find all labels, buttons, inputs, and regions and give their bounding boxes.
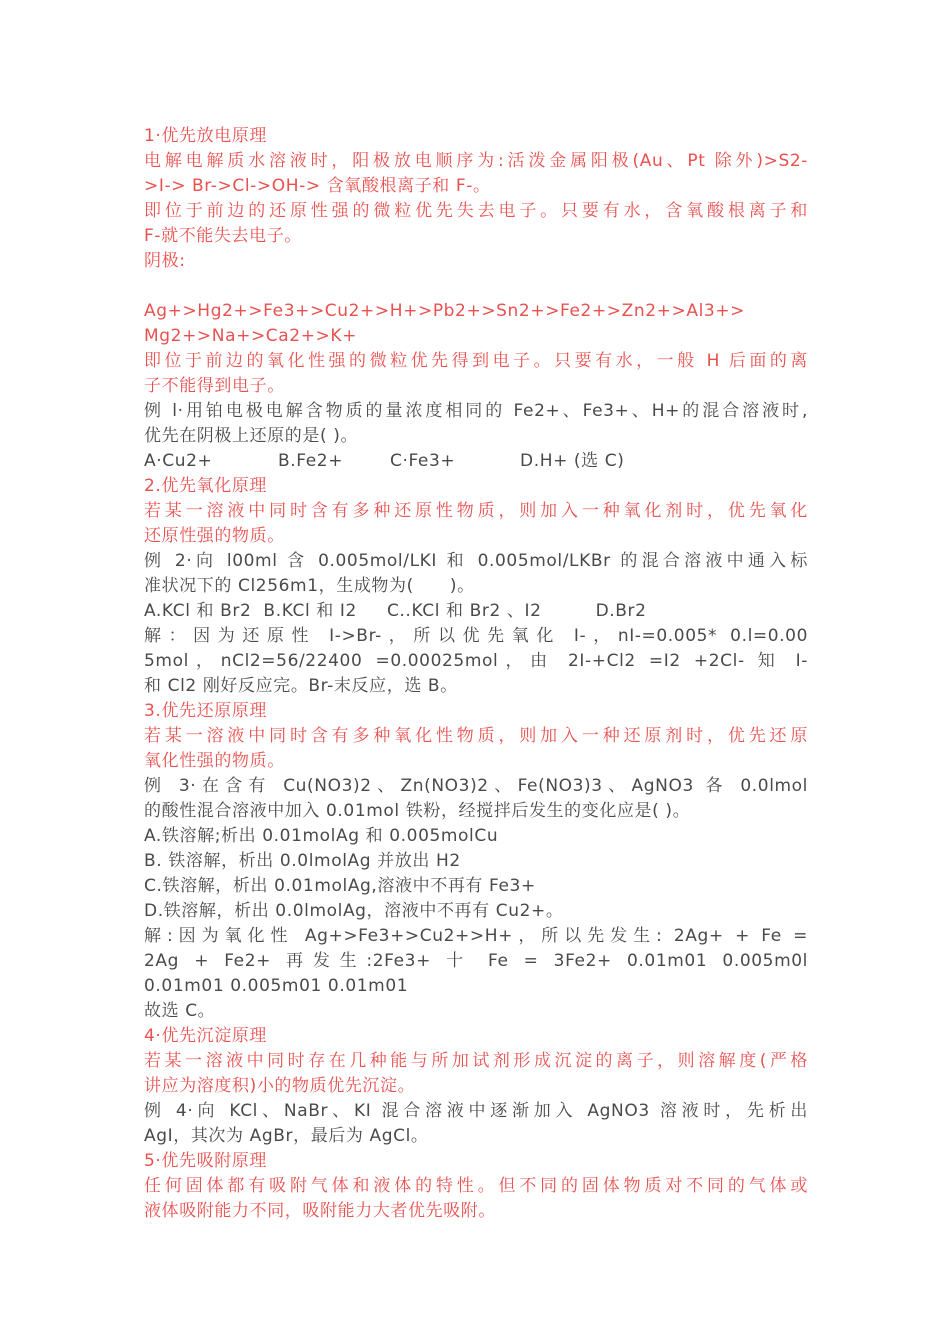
section-1-text: 电解电解质水溶液时，阳极放电顺序为:活泼金属阳极(Au、Pt 除外)>S2- [144,151,808,171]
option-d: D.铁溶解，析出 0.0lmolAg，溶液中不再有 Cu2+。 [144,901,564,921]
section-2-text: 若某一溶液中同时含有多种还原性物质，则加入一种氧化剂时，优先氧化 [144,501,808,521]
section-1-title: 1·优先放电原理 [144,126,268,146]
example-2-options: A.KCl 和 Br2 B.KCl 和 I2 C..KCl 和 Br2 、I2 D.Br2 [144,601,647,621]
example-3-solution: 解:因为氧化性 Ag+>Fe3+>Cu2+>H+，所以先发生: 2Ag+ + Fe = [144,926,808,946]
option-c: C.铁溶解，析出 0.01molAg,溶液中不再有 Fe3+ [144,876,536,896]
example-2-solution: 5mol，nCl2=56/22400 =0.00025mol，由 2I-+Cl2 =I2 +2Cl- 知 I- [144,651,808,671]
example-4-question: 例 4·向 KCl、NaBr、KI 混合溶液中逐渐加入 AgNO3 溶液时，先析出 [144,1101,808,1121]
section-1-text: 即位于前边的还原性强的微粒优先失去电子。只要有水，含氧酸根离子和 [144,201,808,221]
option-c: C·Fe3+ [390,451,456,471]
section-4-text: 若某一溶液中同时存在几种能与所加试剂形成沉淀的离子，则溶解度(严格 [144,1051,808,1071]
section-1-text: F-就不能失去电子。 [144,226,302,246]
example-3-answer: 故选 C。 [144,1001,216,1021]
example-2-question: 例 2·向 l00ml 含 0.005mol/LKI 和 0.005mol/LKBr 的混合溶液中通入标 [144,551,808,571]
section-4-text: 讲应为溶度积)小的物质优先沉淀。 [144,1076,416,1096]
section-1-text: >I-> Br->Cl->OH-> 含氧酸根离子和 F-。 [144,176,491,196]
cathode-label: 阴极: [144,251,186,271]
example-2-solution: 解：因为还原性 I->Br-，所以优先氧化 I-，nI-=0.005* 0.l=0.00 [144,626,808,646]
cathode-order: Ag+>Hg2+>Fe3+>Cu2+>H+>Pb2+>Sn2+>Fe2+>Zn2+>Al3+> [144,301,746,321]
section-1-text: 即位于前边的氧化性强的微粒优先得到电子。只要有水，一般 H 后面的离 [144,351,808,371]
section-2-text: 还原性强的物质。 [144,526,285,546]
example-3-question: 例 3·在含有 Cu(NO3)2、Zn(NO3)2、Fe(NO3)3、AgNO3 各 0.0lmol [144,776,808,796]
section-5-text: 任何固体都有吸附气体和液体的特性。但不同的固体物质对不同的气体或 [144,1176,808,1196]
option-a: A·Cu2+ [144,451,213,471]
example-3-solution: 0.01m01 0.005m01 0.01m01 [144,976,409,996]
example-1-question: 例 l·用铂电极电解含物质的量浓度相同的 Fe2+、Fe3+、H+的混合溶液时, [144,401,808,421]
section-3-text: 氧化性强的物质。 [144,751,285,771]
section-5-text: 液体吸附能力不同，吸附能力大者优先吸附。 [144,1201,496,1221]
section-1-text: 子不能得到电子。 [144,376,285,396]
option-a: A.铁溶解;析出 0.01molAg 和 0.005molCu [144,826,499,846]
section-4-title: 4·优先沉淀原理 [144,1026,268,1046]
example-2-question: 准状况下的 Cl256m1，生成物为( )。 [144,576,475,596]
example-3-question: 的酸性混合溶液中加入 0.01mol 铁粉，经搅拌后发生的变化应是( )。 [144,801,691,821]
spacer [144,274,808,299]
example-3-solution: 2Ag + Fe2+ 再发生:2Fe3+ 十 Fe = 3Fe2+ 0.01m01 0.005m0l [144,951,808,971]
example-2-solution: 和 Cl2 刚好反应完。Br-末反应，选 B。 [144,676,458,696]
section-3-text: 若某一溶液中同时含有多种氧化性物质，则加入一种还原剂时，优先还原 [144,726,808,746]
example-1-options [144,449,808,474]
option-b: B.Fe2+ [278,451,344,471]
section-2-title: 2.优先氧化原理 [144,476,268,496]
document-page [144,124,808,1224]
example-4-question: AgI，其次为 AgBr，最后为 AgCl。 [144,1126,429,1146]
option-d: D.H+ (选 C) [520,451,625,471]
example-1-question: 优先在阴极上还原的是( )。 [144,426,359,446]
section-5-title: 5·优先吸附原理 [144,1151,268,1171]
cathode-order: Mg2+>Na+>Ca2+>K+ [144,326,357,346]
section-3-title: 3.优先还原原理 [144,701,268,721]
option-b: B. 铁溶解，析出 0.0lmolAg 并放出 H2 [144,851,461,871]
